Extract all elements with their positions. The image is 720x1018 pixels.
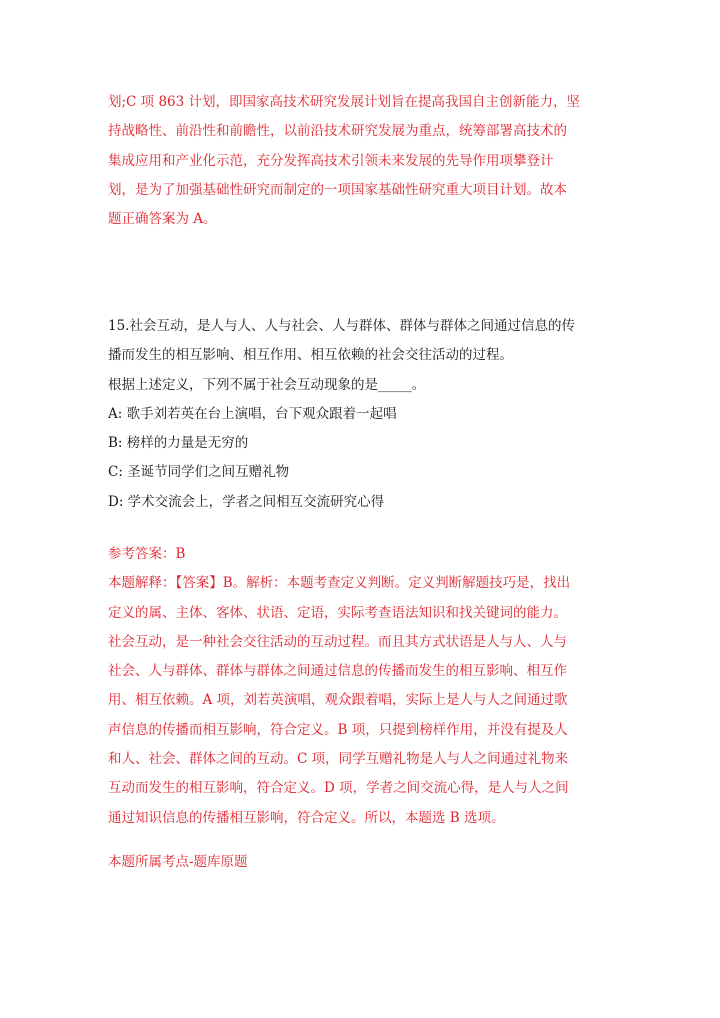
topic-footer [108,848,616,877]
question-stem-line: 15.社会互动，是人与人、人与社会、人与群体、群体与群体之间通过信息的传 [108,318,575,334]
explanation-line: 划，是为了加强基础性研究而制定的一项国家基础性研究重大项目计划。故本 [108,181,567,198]
answer-section [108,540,616,833]
question-prompt: 根据上述定义，下列不属于社会互动现象的是_____。 [108,376,426,393]
option-b: B: 榜样的力量是无穷的 [108,435,249,452]
answer-explanation-line: 用、相互依赖。A 项，刘若英演唱，观众跟着唱，实际上是人与人之间通过歌 [108,692,568,709]
reference-answer: 参考答案：B [108,546,186,562]
previous-explanation [108,88,616,234]
answer-explanation-line: 社会互动，是一种社会交往活动的互动过程。而且其方式状语是人与人、人与 [108,633,567,650]
question-15 [108,312,616,517]
option-d: D: 学术交流会上，学者之间相互交流研究心得 [108,493,385,510]
answer-explanation-line: 声信息的传播而相互影响，符合定义。B 项，只提到榜样作用，并没有提及人 [108,721,568,738]
answer-explanation-line: 定义的属、主体、客体、状语、定语，实际考查语法知识和找关键词的能力。 [108,604,567,621]
option-a: A: 歌手刘若英在台上演唱，台下观众跟着一起唱 [108,405,397,422]
topic-label: 本题所属考点-题库原题 [108,854,248,870]
answer-explanation-line: 本题解释：【答案】B。解析：本题考查定义判断。定义判断解题技巧是，找出 [108,575,571,592]
question-stem-line: 播而发生的相互影响、相互作用、相互依赖的社会交往活动的过程。 [108,347,513,364]
explanation-line: 集成应用和产业化示范，充分发挥高技术引领未来发展的先导作用项攀登计 [108,152,554,169]
answer-explanation-line: 社会、人与群体、群体与群体之间通过信息的传播而发生的相互影响、相互作 [108,663,567,680]
explanation-line: 持战略性、前沿性和前瞻性，以前沿技术研究发展为重点，统筹部署高技术的 [108,123,567,140]
answer-explanation-line: 互动而发生的相互影响，符合定义。D 项，学者之间交流心得，是人与人之间 [108,780,569,797]
answer-explanation-line: 通过知识信息的传播相互影响，符合定义。所以，本题选 B 选项。 [108,809,505,826]
explanation-line: 划;C 项 863 计划，即国家高技术研究发展计划旨在提高我国自主创新能力，坚 [108,94,581,110]
explanation-line: 题正确答案为 A。 [108,211,217,228]
answer-explanation-line: 和人、社会、群体之间的互动。C 项，同学互赠礼物是人与人之间通过礼物来 [108,751,569,768]
option-c: C: 圣诞节同学们之间互赠礼物 [108,464,290,481]
